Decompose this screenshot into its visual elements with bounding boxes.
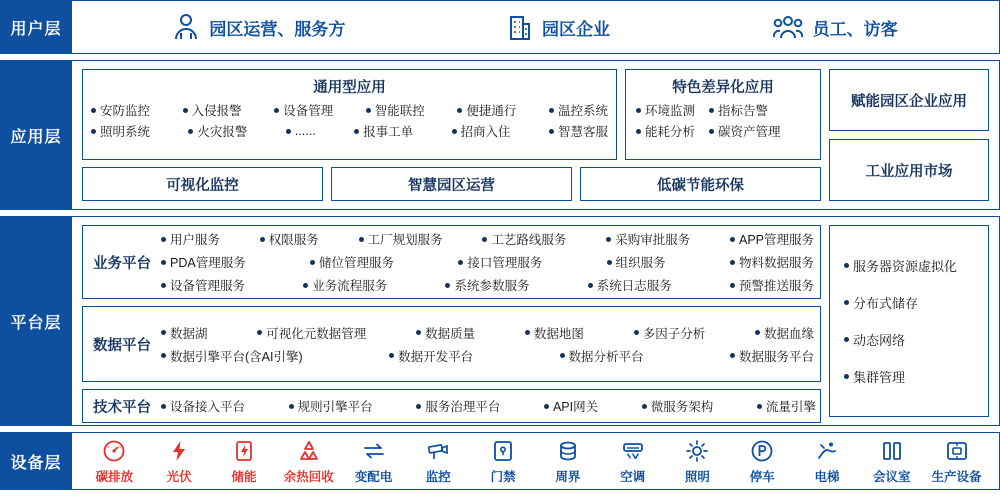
battery-icon [231,438,257,464]
platform-chip[interactable]: 数据地图 [525,324,584,342]
device-item-elevator[interactable] [795,438,860,485]
business-platform-items [161,226,820,298]
platform-chip[interactable]: 数据分析平台 [560,347,644,365]
data-platform-block [82,306,821,382]
platform-chip[interactable]: 数据开发平台 [389,347,473,365]
device-label: 照明 [684,469,710,484]
lightning-icon [166,438,192,464]
device-label: 变配电 [354,469,393,484]
platform-chip[interactable]: 服务治理平台 [416,397,500,415]
app-chip[interactable]: 招商入住 [452,122,511,140]
user-item-enterprise[interactable] [508,13,610,41]
device-label: 光伏 [166,469,192,484]
platform-chip[interactable]: 储位管理服务 [310,253,394,271]
platform-chip[interactable]: 物料数据服务 [730,253,814,271]
app-chip[interactable]: 环境监测 [636,101,695,119]
application-layer-body [72,60,1000,210]
user-item-label: 园区企业 [541,19,610,39]
device-label: 碳排放 [95,469,134,484]
platform-chip[interactable]: API网关 [544,397,598,415]
device-item-waste-heat-recovery[interactable] [276,438,341,485]
data-platform-name: 数据平台 [93,337,151,354]
chip-row [636,101,810,119]
app-chip[interactable]: 报事工单 [354,122,413,140]
platform-chip[interactable]: 权限服务 [260,230,319,248]
application-right-column [829,69,989,201]
industrial-app-market-button[interactable]: 工业应用市场 [829,139,989,201]
platform-chip[interactable]: 数据湖 [161,324,208,342]
platform-left-column [82,225,821,417]
app-chip[interactable]: 碳资产管理 [709,122,781,140]
platform-chip[interactable]: 流量引擎 [757,397,816,415]
platform-chip[interactable]: 工厂规划服务 [359,230,443,248]
platform-layer-row [0,216,1000,426]
production-equipment-icon [944,438,970,464]
special-application-items [634,101,812,140]
recycle-icon [296,438,322,464]
platform-chip[interactable]: 系统参数服务 [445,276,529,294]
platform-chip[interactable]: 设备管理服务 [161,276,245,294]
platform-chip[interactable]: 数据服务平台 [730,347,814,365]
data-platform-items [161,307,820,381]
device-item-carbon-emission[interactable] [82,438,147,485]
visual-monitoring-button[interactable]: 可视化监控 [82,167,323,201]
platform-chip[interactable]: 微服务架构 [642,397,714,415]
platform-chip[interactable]: 采购审批服务 [606,230,690,248]
infrastructure-box [829,225,989,417]
chip-row [161,230,814,248]
app-chip[interactable]: 安防监控 [91,101,150,119]
people-group-icon [773,13,803,41]
app-chip[interactable]: 智慧客服 [549,122,608,140]
elevator-icon [814,438,840,464]
device-item-air-conditioner[interactable] [600,438,665,485]
device-label: 生产设备 [931,469,982,484]
parking-icon [749,438,775,464]
special-application-title: 特色差异化应用 [672,80,774,96]
smart-park-operation-button[interactable]: 智慧园区运营 [331,167,572,201]
user-layer-body [72,0,1000,54]
lighting-icon [684,438,710,464]
building-icon [508,13,532,41]
app-chip[interactable]: 入侵报警 [183,101,242,119]
device-layer-row [0,432,1000,490]
device-item-production-equipment[interactable] [924,438,989,485]
platform-chip[interactable]: 接口管理服务 [458,253,542,271]
chip-row [161,324,814,342]
app-chip[interactable]: 便捷通行 [457,101,516,119]
device-label: 监控 [425,469,451,484]
app-chip[interactable]: 指标告警 [709,101,768,119]
app-chip[interactable]: 火灾报警 [188,122,247,140]
platform-chip[interactable]: 工艺路线服务 [482,230,566,248]
device-item-meeting-room[interactable] [859,438,924,485]
platform-chip[interactable]: 预警推送服务 [730,276,814,294]
platform-layer-body [72,216,1000,426]
app-chip[interactable]: 照明系统 [91,122,150,140]
infrastructure-chip[interactable]: 集群管理 [844,367,974,386]
infrastructure-chip[interactable]: 服务器资源虚拟化 [844,256,974,275]
general-application-items [89,101,610,140]
device-label: 周界 [555,469,581,484]
platform-chip[interactable]: 系统日志服务 [588,276,672,294]
platform-chip[interactable]: 数据质量 [416,324,475,342]
app-chip[interactable]: 能耗分析 [636,122,695,140]
device-label: 门禁 [490,469,516,484]
tech-platform-items [161,390,820,422]
enable-park-enterprise-button[interactable]: 赋能园区企业应用 [829,69,989,131]
device-item-perimeter[interactable] [535,438,600,485]
user-item-staff[interactable] [773,13,898,41]
transformer-icon [361,438,387,464]
chip-row [161,397,816,415]
application-layer-row [0,60,1000,210]
application-top-boxes [82,69,821,160]
tech-platform-name: 技术平台 [93,399,151,416]
platform-layer-label: 平台层 [0,216,72,426]
device-item-parking[interactable] [730,438,795,485]
business-platform-block [82,225,821,299]
device-item-photovoltaic[interactable] [147,438,212,485]
low-carbon-button[interactable]: 低碳节能环保 [580,167,821,201]
app-chip[interactable]: 设备管理 [274,101,333,119]
general-application-title: 通用型应用 [313,80,386,96]
user-layer-row [0,0,1000,54]
infrastructure-chip[interactable]: 动态网络 [844,330,974,349]
device-item-access-control[interactable] [471,438,536,485]
application-left-column [82,69,821,201]
platform-chip[interactable]: 多因子分析 [634,324,706,342]
user-layer-label: 用户层 [0,0,72,54]
user-item-label: 园区运营、服务方 [209,19,346,39]
device-label: 储能 [231,469,257,484]
platform-chip[interactable]: 可视化元数据管理 [257,324,366,342]
platform-chip[interactable]: 设备接入平台 [161,397,245,415]
chip-row [636,122,810,140]
device-item-energy-storage[interactable] [212,438,277,485]
chip-row [161,253,814,271]
platform-chip[interactable]: APP管理服务 [730,230,814,248]
app-chip[interactable]: 智能联控 [366,101,425,119]
operations-person-icon [173,13,199,41]
air-conditioner-icon [620,438,646,464]
device-layer-body [72,432,1000,490]
chip-row [161,276,814,294]
chip-row [161,347,814,365]
platform-chip[interactable]: 数据引擎平台(含AI引擎) [161,347,303,365]
special-application-box [625,69,821,160]
chip-row [91,101,608,119]
tech-platform-block [82,389,821,423]
device-item-lighting[interactable] [665,438,730,485]
device-label: 电梯 [814,469,840,484]
general-application-box [82,69,617,160]
platform-chip[interactable]: PDA管理服务 [161,253,246,271]
app-chip[interactable]: 温控系统 [549,101,608,119]
application-bottom-buttons [82,167,821,201]
meeting-room-icon [879,438,905,464]
user-item-operations[interactable] [173,13,345,41]
door-lock-icon [490,438,516,464]
device-label: 余热回收 [283,469,334,484]
business-platform-name: 业务平台 [93,255,151,272]
gauge-icon [101,438,127,464]
device-layer-label: 设备层 [0,432,72,490]
device-label: 停车 [749,469,775,484]
platform-chip[interactable]: 用户服务 [161,230,220,248]
platform-chip[interactable]: 组织服务 [607,253,666,271]
device-item-monitoring[interactable] [406,438,471,485]
platform-chip[interactable]: 规则引擎平台 [289,397,373,415]
app-chip[interactable]: ...... [286,124,316,138]
device-item-power-distribution[interactable] [341,438,406,485]
device-label: 会议室 [873,469,911,484]
perimeter-icon [555,438,581,464]
device-label: 空调 [620,469,646,484]
user-item-label: 员工、访客 [812,19,898,39]
platform-chip[interactable]: 数据血缘 [755,324,814,342]
platform-chip[interactable]: 业务流程服务 [303,276,387,294]
chip-row [91,122,608,140]
camera-icon [425,438,451,464]
application-layer-label: 应用层 [0,60,72,210]
infrastructure-chip[interactable]: 分布式储存 [844,293,974,312]
